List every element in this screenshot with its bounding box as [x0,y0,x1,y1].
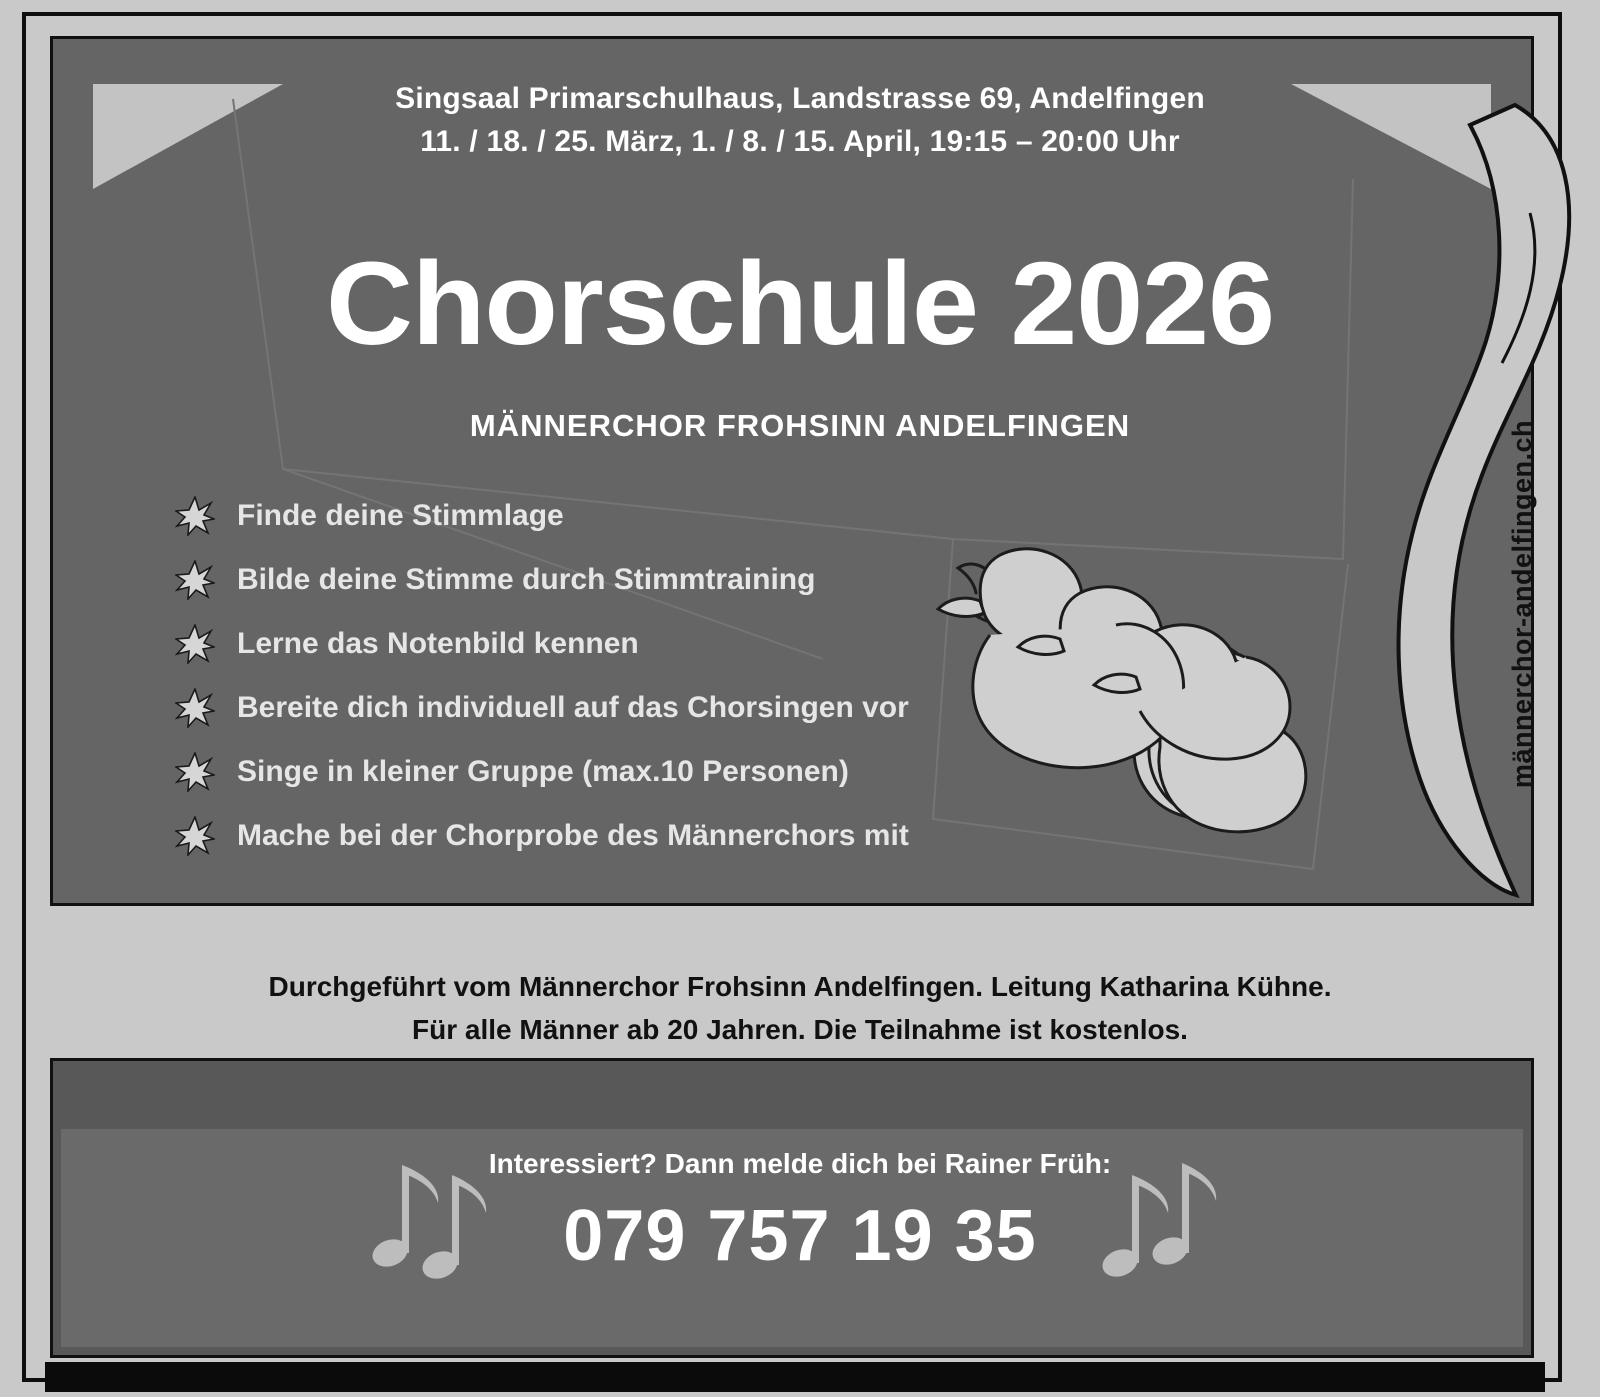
venue-line-1: Singsaal Primarschulhaus, Landstrasse 69, Andelfingen [395,82,1205,115]
list-item-label: Bereite dich individuell auf das Chorsingen vor [237,690,909,724]
three-lions-crest-icon [930,515,1350,855]
organizer-line-2: Für alle Männer ab 20 Jahren. Die Teilnahme ist kostenlos. [412,1014,1188,1046]
organizer-info [0,965,1600,1052]
page-title: Chorschule 2026 [326,238,1274,370]
list-item-label: Bilde deine Stimme durch Stimmtraining [237,562,816,596]
venue-line-2: 11. / 18. / 25. März, 1. / 8. / 15. April, 19:15 – 20:00 Uhr [420,124,1180,158]
star-icon [175,752,215,792]
list-item-label: Mache bei der Chorprobe des Männerchors mit [237,818,909,852]
list-item-label: Lerne das Notenbild kennen [237,626,639,660]
star-icon [175,816,215,856]
organizer-line-1: Durchgeführt vom Männerchor Frohsinn Andelfingen. Leitung Katharina Kühne. [268,971,1332,1002]
star-icon [175,624,215,664]
star-icon [175,688,215,728]
list-item-label: Finde deine Stimmlage [237,498,564,532]
star-icon [175,560,215,600]
star-icon [175,496,215,536]
website-url[interactable]: männerchor-andelfingen.ch [1507,420,1537,789]
contact-phone[interactable]: 079 757 19 35 [563,1196,1037,1276]
bottom-bar [45,1362,1545,1392]
ribbon-swoosh-icon [1330,95,1590,975]
page-subtitle: MÄNNERCHOR FROHSINN ANDELFINGEN [469,408,1131,443]
contact-prompt: Interessiert? Dann melde dich bei Rainer Früh: [488,1148,1112,1179]
list-item-label: Singe in kleiner Gruppe (max.10 Personen) [237,754,849,788]
